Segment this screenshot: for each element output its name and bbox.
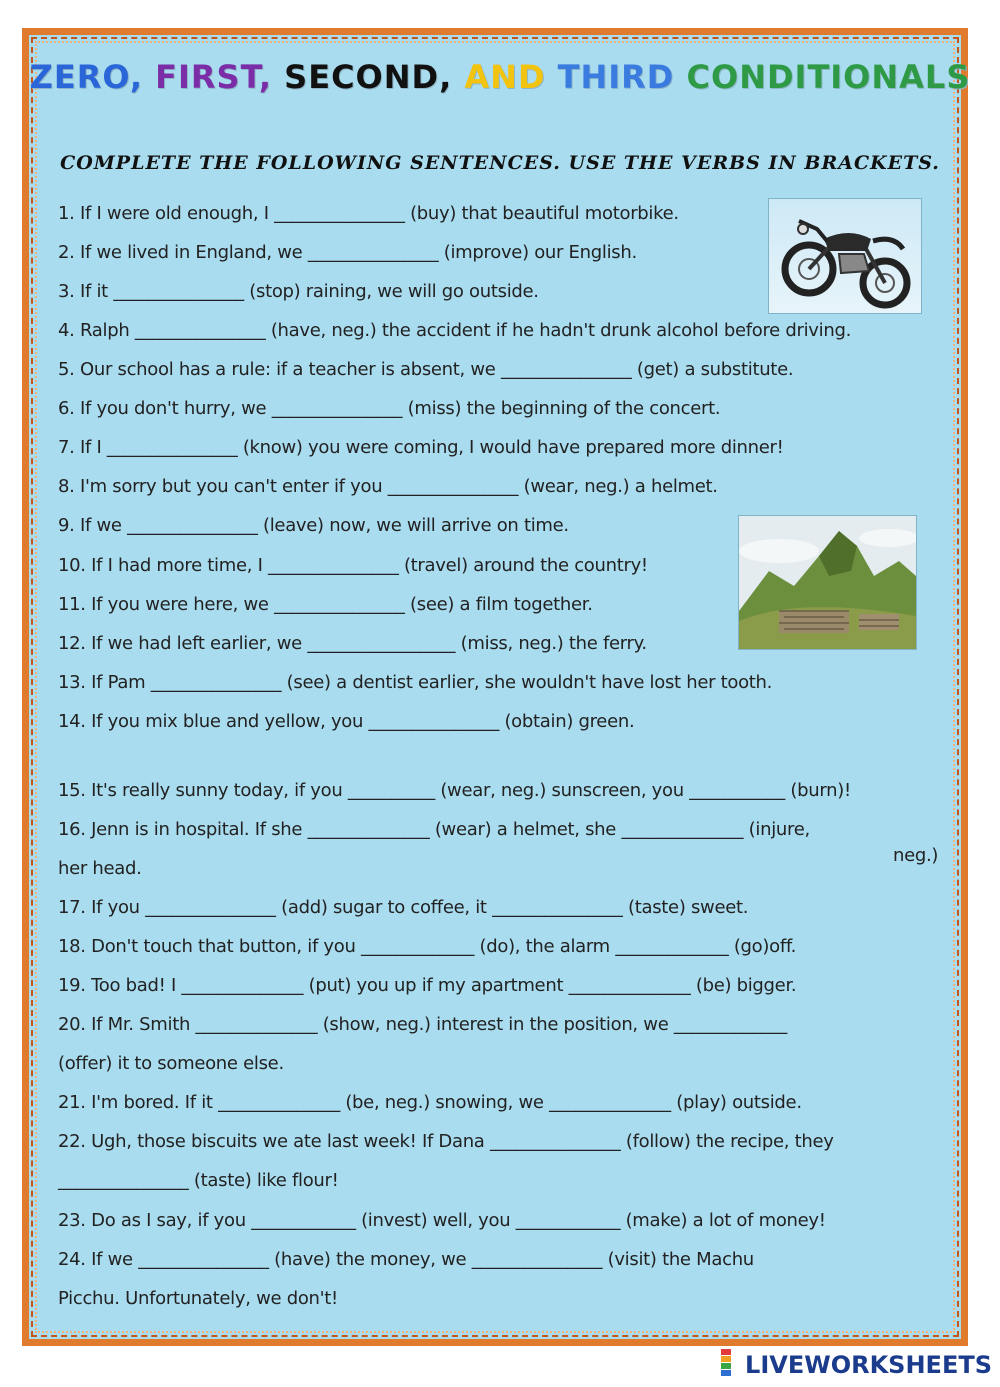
question-20: 20. If Mr. Smith ______________ (show, neg.) interest in the position, we _____________ [58,1014,787,1035]
title-part-and: AND [464,58,558,96]
question-9: 9. If we _______________ (leave) now, we will arrive on time. [58,515,569,536]
question-3: 3. If it _______________ (stop) raining, we will go outside. [58,281,539,302]
worksheet-title [0,58,1000,96]
liveworksheets-brand: LIVEWORKSHEETS [745,1351,992,1379]
question-18: 18. Don't touch that button, if you _____________ (do), the alarm _____________ (go)off. [58,936,797,957]
title-part-second: SECOND, [284,58,465,96]
question-23: 23. Do as I say, if you ____________ (invest) well, you ____________ (make) a lot of money! [58,1210,826,1231]
title-part-conditionals: CONDITIONALS [686,58,971,96]
instructions: COMPLETE THE FOLLOWING SENTENCES. USE THE VERBS IN BRACKETS. [60,152,940,174]
question-15: 15. It's really sunny today, if you __________ (wear, neg.) sunscreen, you ___________ (burn)! [58,780,851,801]
question-7: 7. If I _______________ (know) you were coming, I would have prepared more dinner! [58,437,784,458]
question-6: 6. If you don't hurry, we _______________ (miss) the beginning of the concert. [58,398,721,419]
question-11: 11. If you were here, we _______________ (see) a film together. [58,594,593,615]
question-21: 21. I'm bored. If it ______________ (be, neg.) snowing, we ______________ (play) outside. [58,1092,802,1113]
question-13: 13. If Pam _______________ (see) a dentist earlier, she wouldn't have lost her tooth. [58,672,773,693]
question-10: 10. If I had more time, I _______________ (travel) around the country! [58,555,648,576]
title-part-first: FIRST, [155,58,285,96]
question-1: 1. If I were old enough, I _______________ (buy) that beautiful motorbike. [58,203,679,224]
liveworksheets-logo [721,1349,992,1383]
motorbike-icon [769,199,921,313]
question-2: 2. If we lived in England, we _______________ (improve) our English. [58,242,637,263]
question-8: 8. I'm sorry but you can't enter if you _______________ (wear, neg.) a helmet. [58,476,718,497]
machu-picchu-picture [738,515,917,650]
question-22: 22. Ugh, those biscuits we ate last week! If Dana _______________ (follow) the recipe, they [58,1131,834,1152]
question-24: 24. If we _______________ (have) the money, we _______________ (visit) the Machu [58,1249,754,1270]
question-4: 4. Ralph _______________ (have, neg.) the accident if he hadn't drunk alcohol before driving. [58,320,852,341]
question-20-cont: (offer) it to someone else. [58,1053,284,1074]
question-24-cont: Picchu. Unfortunately, we don't! [58,1288,338,1309]
liveworksheets-icon [721,1349,743,1383]
question-17: 17. If you _______________ (add) sugar to coffee, it _______________ (taste) sweet. [58,897,749,918]
title-part-zero: ZERO, [29,58,156,96]
question-14: 14. If you mix blue and yellow, you _______________ (obtain) green. [58,711,635,732]
mountain-icon [739,516,916,649]
motorbike-picture [768,198,922,314]
question-16-wrap: neg.) [893,845,939,866]
question-19: 19. Too bad! I ______________ (put) you up if my apartment ______________ (be) bigger. [58,975,797,996]
question-22-cont: _______________ (taste) like flour! [58,1170,339,1191]
question-12: 12. If we had left earlier, we _________________ (miss, neg.) the ferry. [58,633,647,654]
question-16: 16. Jenn is in hospital. If she ______________ (wear) a helmet, she ______________ (injure, [58,819,810,840]
title-part-third: THIRD [557,58,687,96]
question-16-cont: her head. [58,858,142,879]
question-5: 5. Our school has a rule: if a teacher is absent, we _______________ (get) a substitute. [58,359,794,380]
